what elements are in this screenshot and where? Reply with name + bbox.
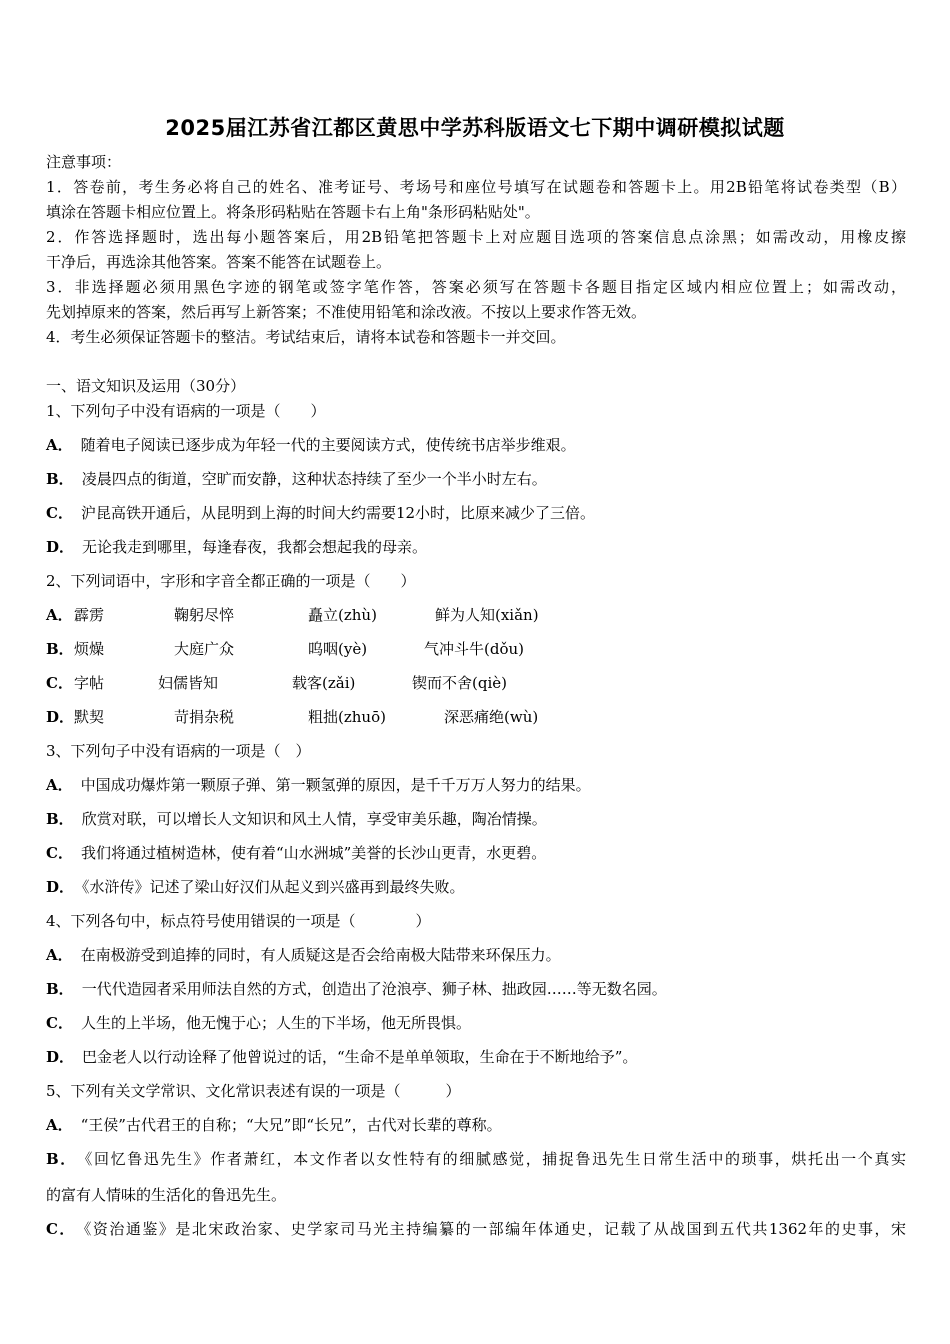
- option-b: [46, 639, 524, 659]
- option-label: A．: [46, 606, 73, 624]
- option-c: [46, 503, 595, 523]
- option-b: [46, 469, 547, 489]
- option-d: [46, 1047, 637, 1067]
- option-label: C．: [46, 504, 73, 522]
- option-word: 粗拙(zhuō): [308, 708, 386, 726]
- option-label: C．: [46, 1014, 73, 1032]
- option-text: 中国成功爆炸第一颗原子弹、第一颗氢弹的原因，是千千万万人努力的结果。: [80, 776, 591, 794]
- option-b: [46, 1149, 906, 1169]
- option-c: [46, 673, 507, 693]
- option-label: C．: [46, 844, 73, 862]
- option-a: [46, 1115, 502, 1135]
- option-text: 凌晨四点的街道，空旷而安静，这种状态持续了至少一个半小时左右。: [81, 470, 547, 488]
- option-word: 苛捐杂税: [174, 708, 235, 726]
- option-c: [46, 1219, 906, 1239]
- option-label: A．: [46, 1116, 73, 1134]
- option-text: 欣赏对联，可以增长人文知识和风土人情，享受审美乐趣，陶冶情操。: [81, 810, 547, 828]
- option-label: B．: [46, 470, 74, 488]
- option-word: 锲而不舍(qiè): [412, 674, 507, 692]
- option-label: D．: [46, 878, 75, 896]
- option-text: 随着电子阅读已逐步成为年轻一代的主要阅读方式，使传统书店举步维艰。: [80, 436, 576, 454]
- notice-line: 2．作答选择题时，选出每小题答案后，用2B铅笔把答题卡上对应题目选项的答案信息点涂黑；如需改动，用橡皮擦: [46, 228, 906, 246]
- option-word: 大庭广众: [174, 640, 235, 658]
- option-text: 在南极游受到追捧的同时，有人质疑这是否会给南极大陆带来环保压力。: [80, 946, 561, 964]
- option-word: 字帖: [74, 674, 105, 692]
- option-label: B．: [46, 980, 74, 998]
- option-word: 烦燥: [74, 640, 105, 658]
- exam-title: 2025届江苏省江都区黄思中学苏科版语文七下期中调研模拟试题: [165, 116, 785, 140]
- option-label: D．: [46, 538, 75, 556]
- option-word: 默契: [74, 708, 105, 726]
- option-text: 一代代造园者采用师法自然的方式，创造出了沧浪亭、狮子林、拙政园……等无数名园。: [81, 980, 667, 998]
- option-word: 载客(zǎi): [292, 674, 356, 692]
- option-text: 我们将通过植树造林，使有着“山水洲城”美誉的长沙山更青，水更碧。: [80, 844, 547, 862]
- question-stem: 4、下列各句中，标点符号使用错误的一项是（ ）: [46, 912, 431, 930]
- option-word: 鲜为人知(xiǎn): [435, 606, 539, 624]
- option-label: D．: [46, 1048, 75, 1066]
- option-a: [46, 945, 561, 965]
- notice-heading: 注意事项：: [46, 153, 122, 171]
- option-text: 人生的上半场，他无愧于心；人生的下半场，他无所畏惧。: [80, 1014, 471, 1032]
- option-a: [46, 435, 576, 455]
- option-d: [46, 877, 465, 897]
- section-heading: 一、语文知识及运用（30分）: [46, 377, 246, 395]
- option-text: 巴金老人以行动诠释了他曾说过的话，“生命不是单单领取，生命在于不断地给予”。: [82, 1048, 638, 1066]
- option-word: 霹雳: [74, 606, 105, 624]
- option-a: [46, 775, 591, 795]
- option-text: “王侯”古代君王的自称；“大兄”即“长兄”，古代对长辈的尊称。: [80, 1116, 502, 1134]
- option-c: [46, 1013, 471, 1033]
- notice-line: 干净后，再选涂其他答案。答案不能答在试题卷上。: [46, 253, 392, 271]
- option-text: 沪昆高铁开通后，从昆明到上海的时间大约需要12小时，比原来减少了三倍。: [80, 504, 596, 522]
- question-stem: 3、下列句子中没有语病的一项是（ ）: [46, 742, 311, 760]
- option-label: B．: [46, 640, 74, 658]
- notice-line: 4．考生必须保证答题卡的整洁。考试结束后，请将本试卷和答题卡一并交回。: [46, 328, 566, 346]
- option-a: [46, 605, 539, 625]
- option-text: 《资治通鉴》是北宋政治家、史学家司马光主持编纂的一部编年体通史，记载了从战国到五代共1362年的史事，宋: [83, 1220, 906, 1238]
- option-text: 无论我走到哪里，每逢春夜，我都会想起我的母亲。: [82, 538, 428, 556]
- notice-line: 1．答卷前，考生务必将自己的姓名、准考证号、考场号和座位号填写在试题卷和答题卡上。用2B铅笔将试卷类型（B）: [46, 178, 906, 196]
- option-word: 矗立(zhù): [308, 606, 377, 624]
- option-text: 《回忆鲁迅先生》作者萧红，本文作者以女性特有的细腻感觉，捕捉鲁迅先生日常生活中的琐事，烘托出一个真实: [84, 1150, 906, 1168]
- option-word: 鞠躬尽悴: [174, 606, 235, 624]
- option-b: [46, 979, 667, 999]
- question-stem: 5、下列有关文学常识、文化常识表述有误的一项是（ ）: [46, 1082, 461, 1100]
- option-word: 妇儒皆知: [158, 674, 219, 692]
- option-label: A．: [46, 776, 73, 794]
- notice-line: 先划掉原来的答案，然后再写上新答案；不准使用铅笔和涂改液。不按以上要求作答无效。: [46, 303, 647, 321]
- question-stem: 2、下列词语中，字形和字音全都正确的一项是（ ）: [46, 572, 416, 590]
- option-b: [46, 809, 547, 829]
- option-d: [46, 707, 539, 727]
- option-word: 呜咽(yè): [308, 640, 368, 658]
- option-label: D．: [46, 708, 75, 726]
- option-label: B．: [46, 1150, 77, 1168]
- option-label: C．: [46, 1220, 76, 1238]
- notice-line: 3．非选择题必须用黑色字迹的钢笔或签字笔作答，答案必须写在答题卡各题目指定区域内相应位置上；如需改动，: [46, 278, 906, 296]
- option-d: [46, 537, 427, 557]
- option-label: A．: [46, 946, 73, 964]
- option-label: B．: [46, 810, 74, 828]
- option-label: A．: [46, 436, 73, 454]
- option-c: [46, 843, 546, 863]
- question-stem: 1、下列句子中没有语病的一项是（ ）: [46, 402, 326, 420]
- option-b-continuation: 的富有人情味的生活化的鲁迅先生。: [46, 1186, 287, 1204]
- option-text: 《水浒传》记述了梁山好汉们从起义到兴盛再到最终失败。: [82, 878, 465, 896]
- notice-line: 填涂在答题卡相应位置上。将条形码粘贴在答题卡右上角"条形码粘贴处"。: [46, 203, 540, 221]
- option-word: 气冲斗牛(dǒu): [424, 640, 524, 658]
- option-word: 深恶痛绝(wù): [444, 708, 539, 726]
- option-label: C．: [46, 674, 73, 692]
